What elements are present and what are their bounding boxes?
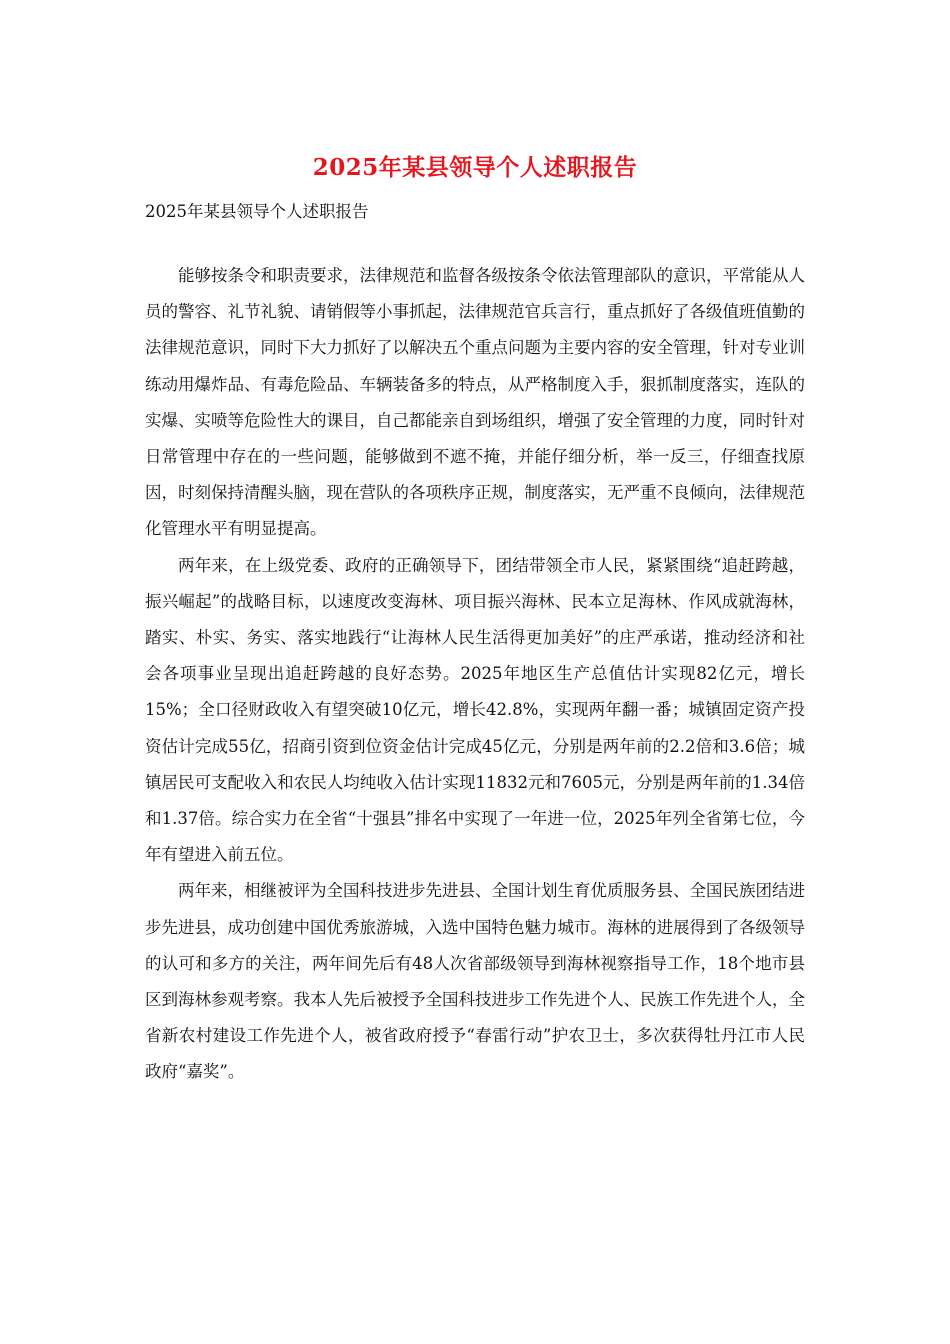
document-subtitle: 2025年某县领导个人述职报告 <box>145 202 369 221</box>
document-body <box>145 258 805 1091</box>
paragraph: 两年来，相继被评为全国科技进步先进县、全国计划生育优质服务县、全国民族团结进步先进县，成功创建中国优秀旅游城，入选中国特色魅力城市。海林的进展得到了各级领导的认可和多方的关注，两年间先后有48人次省部级领导到海林视察指导工作，18个地市县区到海林参观考察。我本人先后被授予全国科技进步工作先进个人、民族工作先进个人，全省新农村建设工作先进个人，被省政府授予“春雷行动”护农卫士，多次获得牡丹江市人民政府“嘉奖”。 <box>145 881 805 1082</box>
paragraph: 能够按条令和职责要求，法律规范和监督各级按条令依法管理部队的意识，平常能从人员的警容、礼节礼貌、请销假等小事抓起，法律规范官兵言行，重点抓好了各级值班值勤的法律规范意识，同时下大力抓好了以解决五个重点问题为主要内容的安全管理，针对专业训练动用爆炸品、有毒危险品、车辆装备多的特点，从严格制度入手，狠抓制度落实，连队的实爆、实喷等危险性大的课目，自己都能亲自到场组织，增强了安全管理的力度，同时针对日常管理中存在的一些问题，能够做到不遮不掩，并能仔细分析，举一反三，仔细查找原因，时刻保持清醒头脑，现在营队的各项秩序正规，制度落实，无严重不良倾向，法律规范化管理水平有明显提高。 <box>145 266 805 539</box>
document-title: 2025年某县领导个人述职报告 <box>312 154 638 181</box>
paragraph: 两年来，在上级党委、政府的正确领导下，团结带领全市人民，紧紧围绕“追赶跨越，振兴崛起”的战略目标，以速度改变海林、项目振兴海林、民本立足海林、作风成就海林，踏实、朴实、务实、落实地践行“让海林人民生活得更加美好”的庄严承诺，推动经济和社会各项事业呈现出追赶跨越的良好态势。2025年地区生产总值估计实现82亿元，增长15%；全口径财政收入有望突破10亿元，增长42.8%，实现两年翻一番；城镇固定资产投资估计完成55亿，招商引资到位资金估计完成45亿元，分别是两年前的2.2倍和3.6倍；城镇居民可支配收入和农民人均纯收入估计实现11832元和7605元，分别是两年前的1.34倍和1.37倍。综合实力在全省“十强县”排名中实现了一年进一位，2025年列全省第七位，今年有望进入前五位。 <box>145 555 805 865</box>
